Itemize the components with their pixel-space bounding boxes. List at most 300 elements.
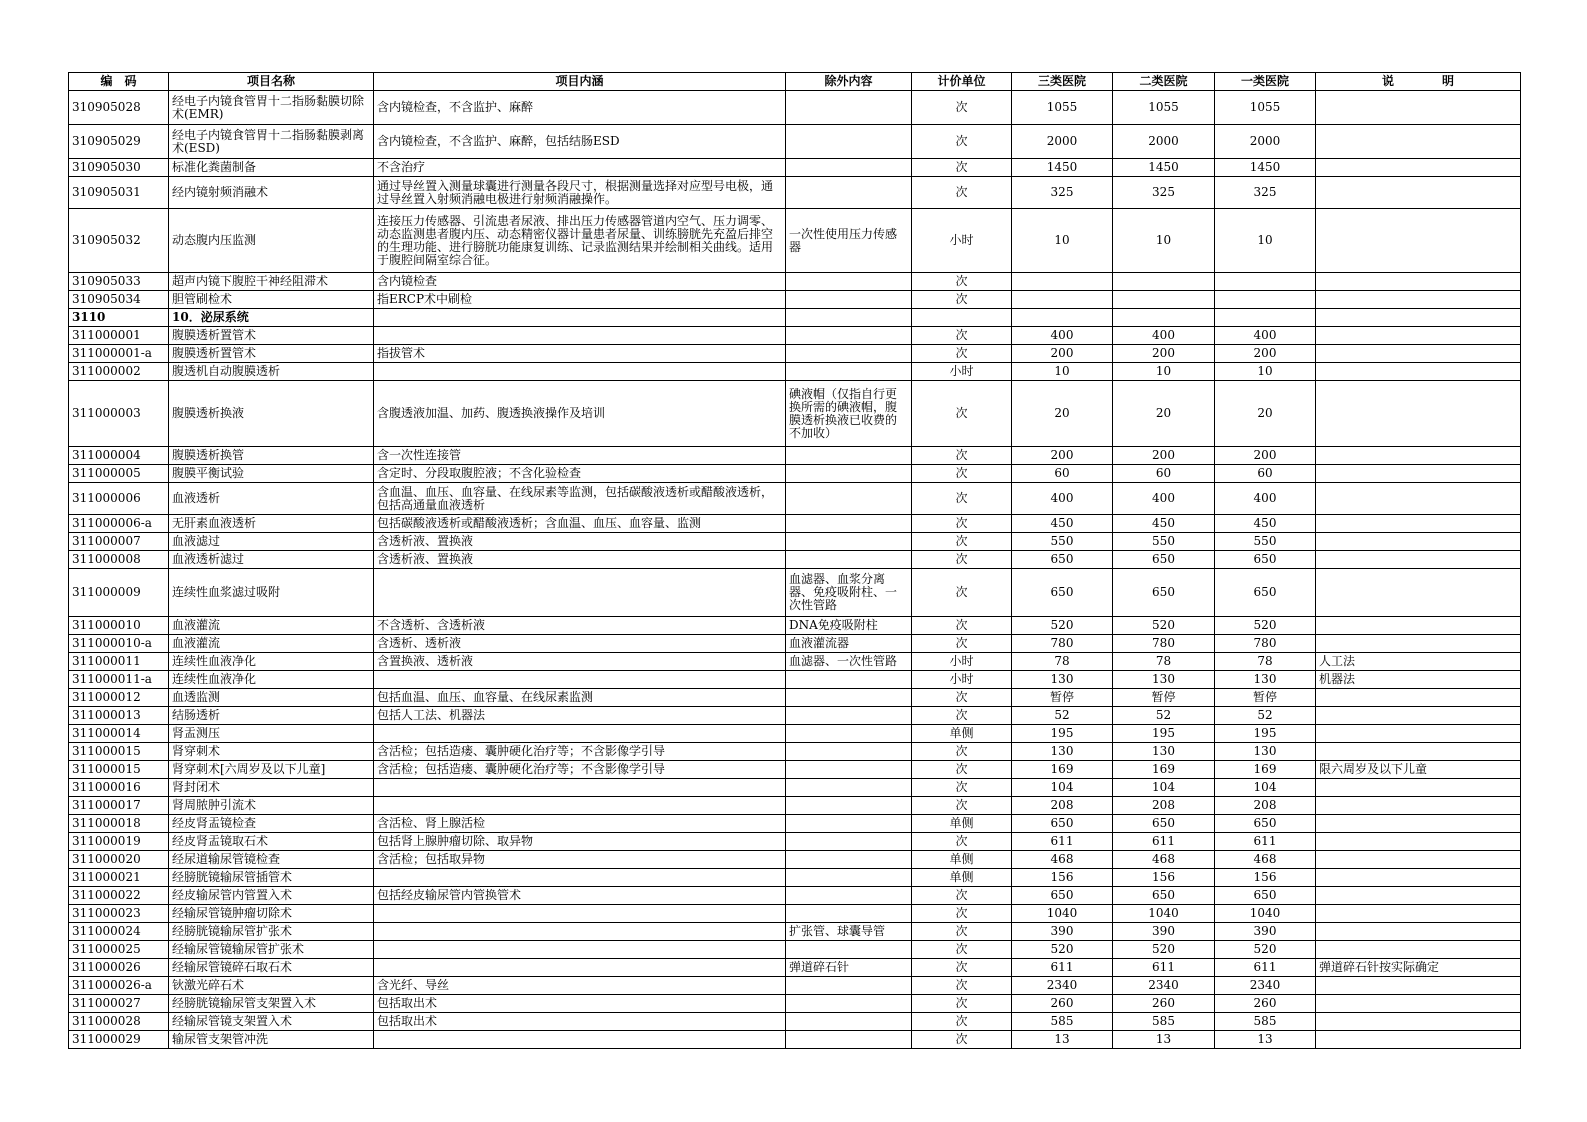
cell-code: 311000024 bbox=[69, 923, 169, 941]
cell-unit: 次 bbox=[912, 977, 1012, 995]
cell-exclusions bbox=[786, 1031, 912, 1049]
cell-content bbox=[374, 941, 786, 959]
cell-price-class1: 130 bbox=[1215, 671, 1316, 689]
cell-code: 310905030 bbox=[69, 159, 169, 177]
cell-price-class3: 260 bbox=[1012, 995, 1113, 1013]
cell-price-class1: 520 bbox=[1215, 617, 1316, 635]
cell-code: 311000006 bbox=[69, 483, 169, 515]
cell-price-class1: 1055 bbox=[1215, 91, 1316, 125]
cell-code: 311000015 bbox=[69, 761, 169, 779]
cell-exclusions bbox=[786, 1013, 912, 1031]
cell-exclusions bbox=[786, 743, 912, 761]
cell-note bbox=[1316, 977, 1521, 995]
cell-price-class2: 200 bbox=[1113, 447, 1215, 465]
cell-price-class2: 2000 bbox=[1113, 125, 1215, 159]
cell-note bbox=[1316, 725, 1521, 743]
cell-note bbox=[1316, 905, 1521, 923]
table-row bbox=[69, 91, 1521, 125]
cell-code: 311000001 bbox=[69, 327, 169, 345]
cell-note bbox=[1316, 689, 1521, 707]
cell-name: 连续性血液净化 bbox=[169, 671, 374, 689]
cell-price-class3: 130 bbox=[1012, 743, 1113, 761]
cell-price-class1: 650 bbox=[1215, 569, 1316, 617]
cell-price-class3: 400 bbox=[1012, 483, 1113, 515]
cell-code: 310905029 bbox=[69, 125, 169, 159]
cell-content: 含定时、分段取腹腔液；不含化验检查 bbox=[374, 465, 786, 483]
cell-price-class3: 468 bbox=[1012, 851, 1113, 869]
cell-price-class2: 1055 bbox=[1113, 91, 1215, 125]
table-row bbox=[69, 159, 1521, 177]
cell-content: 含腹透液加温、加药、腹透换液操作及培训 bbox=[374, 381, 786, 447]
cell-unit: 次 bbox=[912, 905, 1012, 923]
cell-code: 311000016 bbox=[69, 779, 169, 797]
cell-price-class3: 611 bbox=[1012, 833, 1113, 851]
header-exclusions: 除外内容 bbox=[786, 73, 912, 91]
cell-exclusions bbox=[786, 833, 912, 851]
cell-exclusions: 血滤器、血浆分离器、免疫吸附柱、一次性管路 bbox=[786, 569, 912, 617]
cell-price-class2 bbox=[1113, 273, 1215, 291]
cell-price-class2 bbox=[1113, 309, 1215, 327]
cell-price-class1: 650 bbox=[1215, 887, 1316, 905]
cell-content: 包括取出术 bbox=[374, 995, 786, 1013]
cell-name: 经皮输尿管内管置入术 bbox=[169, 887, 374, 905]
cell-code: 311000008 bbox=[69, 551, 169, 569]
cell-exclusions bbox=[786, 159, 912, 177]
table-row bbox=[69, 533, 1521, 551]
cell-price-class3: 2000 bbox=[1012, 125, 1113, 159]
cell-unit: 次 bbox=[912, 689, 1012, 707]
table-row bbox=[69, 327, 1521, 345]
cell-price-class1: 390 bbox=[1215, 923, 1316, 941]
cell-price-class2: 520 bbox=[1113, 941, 1215, 959]
cell-name: 经尿道输尿管镜检查 bbox=[169, 851, 374, 869]
table-row bbox=[69, 483, 1521, 515]
cell-content bbox=[374, 869, 786, 887]
cell-content: 含光纤、导丝 bbox=[374, 977, 786, 995]
cell-note bbox=[1316, 465, 1521, 483]
cell-name: 标准化粪菌制备 bbox=[169, 159, 374, 177]
cell-price-class3: 200 bbox=[1012, 447, 1113, 465]
cell-content: 含透析、透析液 bbox=[374, 635, 786, 653]
cell-code: 311000028 bbox=[69, 1013, 169, 1031]
cell-price-class1: 450 bbox=[1215, 515, 1316, 533]
cell-price-class2: 450 bbox=[1113, 515, 1215, 533]
table-row bbox=[69, 743, 1521, 761]
header-price-class2: 二类医院 bbox=[1113, 73, 1215, 91]
cell-unit: 次 bbox=[912, 447, 1012, 465]
cell-content bbox=[374, 671, 786, 689]
cell-exclusions bbox=[786, 869, 912, 887]
cell-unit: 次 bbox=[912, 1013, 1012, 1031]
cell-note bbox=[1316, 995, 1521, 1013]
cell-price-class3: 550 bbox=[1012, 533, 1113, 551]
cell-price-class1: 585 bbox=[1215, 1013, 1316, 1031]
table-row bbox=[69, 995, 1521, 1013]
cell-code: 311000012 bbox=[69, 689, 169, 707]
table-row bbox=[69, 551, 1521, 569]
cell-content: 不含透析、含透析液 bbox=[374, 617, 786, 635]
cell-price-class3: 1055 bbox=[1012, 91, 1113, 125]
cell-content: 指ERCP术中刷检 bbox=[374, 291, 786, 309]
table-row bbox=[69, 209, 1521, 273]
cell-price-class3: 169 bbox=[1012, 761, 1113, 779]
table-row bbox=[69, 447, 1521, 465]
cell-price-class3: 390 bbox=[1012, 923, 1113, 941]
cell-price-class1: 520 bbox=[1215, 941, 1316, 959]
cell-exclusions bbox=[786, 689, 912, 707]
cell-name: 动态腹内压监测 bbox=[169, 209, 374, 273]
cell-exclusions bbox=[786, 977, 912, 995]
cell-unit: 次 bbox=[912, 515, 1012, 533]
cell-price-class3: 2340 bbox=[1012, 977, 1113, 995]
cell-price-class2 bbox=[1113, 291, 1215, 309]
cell-price-class3: 130 bbox=[1012, 671, 1113, 689]
price-table bbox=[68, 72, 1521, 1049]
cell-note bbox=[1316, 1013, 1521, 1031]
cell-code: 311000018 bbox=[69, 815, 169, 833]
cell-note bbox=[1316, 743, 1521, 761]
cell-unit: 次 bbox=[912, 91, 1012, 125]
cell-exclusions bbox=[786, 447, 912, 465]
cell-unit: 次 bbox=[912, 617, 1012, 635]
cell-note bbox=[1316, 815, 1521, 833]
cell-price-class2: 780 bbox=[1113, 635, 1215, 653]
cell-price-class2: 195 bbox=[1113, 725, 1215, 743]
header-code: 编 码 bbox=[69, 73, 169, 91]
cell-exclusions bbox=[786, 671, 912, 689]
table-row bbox=[69, 1031, 1521, 1049]
cell-unit: 次 bbox=[912, 995, 1012, 1013]
table-row bbox=[69, 465, 1521, 483]
cell-price-class1: 169 bbox=[1215, 761, 1316, 779]
cell-content bbox=[374, 959, 786, 977]
cell-name: 10．泌尿系统 bbox=[169, 309, 374, 327]
cell-note bbox=[1316, 707, 1521, 725]
cell-name: 血透监测 bbox=[169, 689, 374, 707]
cell-price-class2: 400 bbox=[1113, 327, 1215, 345]
cell-price-class2: 550 bbox=[1113, 533, 1215, 551]
cell-exclusions bbox=[786, 363, 912, 381]
cell-price-class2: 400 bbox=[1113, 483, 1215, 515]
cell-code: 311000002 bbox=[69, 363, 169, 381]
cell-price-class3: 13 bbox=[1012, 1031, 1113, 1049]
cell-content: 含内镜检查 bbox=[374, 273, 786, 291]
cell-code: 310905032 bbox=[69, 209, 169, 273]
cell-note bbox=[1316, 345, 1521, 363]
cell-exclusions bbox=[786, 291, 912, 309]
cell-price-class3: 52 bbox=[1012, 707, 1113, 725]
cell-price-class3 bbox=[1012, 309, 1113, 327]
cell-name: 经输尿管镜支架置入术 bbox=[169, 1013, 374, 1031]
cell-code: 311000009 bbox=[69, 569, 169, 617]
cell-price-class1: 468 bbox=[1215, 851, 1316, 869]
cell-price-class2: 78 bbox=[1113, 653, 1215, 671]
cell-unit: 次 bbox=[912, 177, 1012, 209]
cell-unit: 次 bbox=[912, 273, 1012, 291]
cell-unit: 次 bbox=[912, 125, 1012, 159]
cell-unit: 次 bbox=[912, 381, 1012, 447]
cell-price-class2: 650 bbox=[1113, 887, 1215, 905]
cell-price-class2: 1450 bbox=[1113, 159, 1215, 177]
cell-unit: 次 bbox=[912, 923, 1012, 941]
table-row bbox=[69, 851, 1521, 869]
cell-content: 指拔管术 bbox=[374, 345, 786, 363]
table-row bbox=[69, 977, 1521, 995]
cell-unit: 次 bbox=[912, 551, 1012, 569]
cell-price-class2: 650 bbox=[1113, 815, 1215, 833]
cell-note bbox=[1316, 869, 1521, 887]
cell-name: 经输尿管镜肿瘤切除术 bbox=[169, 905, 374, 923]
cell-content: 含透析液、置换液 bbox=[374, 533, 786, 551]
cell-unit: 次 bbox=[912, 707, 1012, 725]
cell-exclusions bbox=[786, 551, 912, 569]
cell-price-class2: 169 bbox=[1113, 761, 1215, 779]
cell-price-class2: 13 bbox=[1113, 1031, 1215, 1049]
cell-note bbox=[1316, 533, 1521, 551]
cell-exclusions: 弹道碎石针 bbox=[786, 959, 912, 977]
cell-exclusions bbox=[786, 887, 912, 905]
cell-name: 经电子内镜食管胃十二指肠黏膜切除术(EMR) bbox=[169, 91, 374, 125]
cell-price-class1: 10 bbox=[1215, 209, 1316, 273]
cell-exclusions: 血滤器、一次性管路 bbox=[786, 653, 912, 671]
cell-price-class3: 60 bbox=[1012, 465, 1113, 483]
cell-price-class3 bbox=[1012, 273, 1113, 291]
cell-content: 含活检；包括造瘘、囊肿硬化治疗等；不含影像学引导 bbox=[374, 761, 786, 779]
cell-name: 经膀胱镜输尿管扩张术 bbox=[169, 923, 374, 941]
cell-price-class1 bbox=[1215, 273, 1316, 291]
cell-price-class1: 325 bbox=[1215, 177, 1316, 209]
cell-code: 311000026-a bbox=[69, 977, 169, 995]
cell-exclusions: 一次性使用压力传感器 bbox=[786, 209, 912, 273]
cell-price-class1: 195 bbox=[1215, 725, 1316, 743]
cell-note bbox=[1316, 309, 1521, 327]
cell-code: 311000029 bbox=[69, 1031, 169, 1049]
cell-name: 腹膜平衡试验 bbox=[169, 465, 374, 483]
cell-unit: 次 bbox=[912, 345, 1012, 363]
cell-price-class2: 208 bbox=[1113, 797, 1215, 815]
cell-content bbox=[374, 905, 786, 923]
cell-price-class2: 390 bbox=[1113, 923, 1215, 941]
cell-note bbox=[1316, 91, 1521, 125]
cell-price-class2: 650 bbox=[1113, 569, 1215, 617]
cell-price-class2: 60 bbox=[1113, 465, 1215, 483]
cell-exclusions bbox=[786, 125, 912, 159]
cell-price-class2: 1040 bbox=[1113, 905, 1215, 923]
cell-name: 腹膜透析换管 bbox=[169, 447, 374, 465]
cell-price-class1: 暂停 bbox=[1215, 689, 1316, 707]
cell-exclusions bbox=[786, 309, 912, 327]
cell-note bbox=[1316, 941, 1521, 959]
header-unit: 计价单位 bbox=[912, 73, 1012, 91]
table-row bbox=[69, 617, 1521, 635]
cell-note bbox=[1316, 327, 1521, 345]
cell-name: 无肝素血液透析 bbox=[169, 515, 374, 533]
cell-code: 310905033 bbox=[69, 273, 169, 291]
cell-name: 血液灌流 bbox=[169, 617, 374, 635]
cell-price-class2: 10 bbox=[1113, 363, 1215, 381]
table-row bbox=[69, 869, 1521, 887]
cell-name: 腹膜透析置管术 bbox=[169, 327, 374, 345]
cell-note bbox=[1316, 551, 1521, 569]
table-row bbox=[69, 779, 1521, 797]
cell-exclusions bbox=[786, 905, 912, 923]
cell-name: 血液滤过 bbox=[169, 533, 374, 551]
header-content: 项目内涵 bbox=[374, 73, 786, 91]
cell-exclusions: 扩张管、球囊导管 bbox=[786, 923, 912, 941]
table-row bbox=[69, 905, 1521, 923]
cell-content: 通过导丝置入测量球囊进行测量各段尺寸，根据测量选择对应型号电极，通过导丝置入射频消融电极进行射频消融操作。 bbox=[374, 177, 786, 209]
cell-price-class3: 195 bbox=[1012, 725, 1113, 743]
cell-content: 含血温、血压、血容量、在线尿素等监测，包括碳酸液透析或醋酸液透析，包括高通量血液透析 bbox=[374, 483, 786, 515]
cell-price-class1: 2340 bbox=[1215, 977, 1316, 995]
cell-code: 311000007 bbox=[69, 533, 169, 551]
table-row bbox=[69, 381, 1521, 447]
cell-name: 腹透机自动腹膜透析 bbox=[169, 363, 374, 381]
cell-code: 311000004 bbox=[69, 447, 169, 465]
cell-name: 肾周脓肿引流术 bbox=[169, 797, 374, 815]
cell-price-class3: 650 bbox=[1012, 569, 1113, 617]
cell-price-class2: 130 bbox=[1113, 743, 1215, 761]
cell-note bbox=[1316, 483, 1521, 515]
cell-price-class2: 325 bbox=[1113, 177, 1215, 209]
cell-content bbox=[374, 327, 786, 345]
cell-name: 超声内镜下腹腔干神经阻滞术 bbox=[169, 273, 374, 291]
table-row bbox=[69, 671, 1521, 689]
cell-price-class1: 550 bbox=[1215, 533, 1316, 551]
table-row bbox=[69, 761, 1521, 779]
table-row bbox=[69, 725, 1521, 743]
table-row bbox=[69, 125, 1521, 159]
cell-exclusions bbox=[786, 465, 912, 483]
cell-price-class1: 2000 bbox=[1215, 125, 1316, 159]
cell-note bbox=[1316, 617, 1521, 635]
cell-name: 经膀胱镜输尿管支架置入术 bbox=[169, 995, 374, 1013]
cell-price-class1: 260 bbox=[1215, 995, 1316, 1013]
cell-price-class1: 20 bbox=[1215, 381, 1316, 447]
cell-code: 311000003 bbox=[69, 381, 169, 447]
table-row bbox=[69, 833, 1521, 851]
cell-exclusions: 碘液帽（仅指自行更换所需的碘液帽，腹膜透析换液已收费的不加收） bbox=[786, 381, 912, 447]
cell-content: 含内镜检查，不含监护、麻醉，包括结肠ESD bbox=[374, 125, 786, 159]
cell-price-class3: 611 bbox=[1012, 959, 1113, 977]
cell-price-class3: 10 bbox=[1012, 363, 1113, 381]
cell-content: 包括血温、血压、血容量、在线尿素监测 bbox=[374, 689, 786, 707]
cell-unit: 小时 bbox=[912, 653, 1012, 671]
table-row bbox=[69, 569, 1521, 617]
cell-code: 311000005 bbox=[69, 465, 169, 483]
cell-price-class1: 400 bbox=[1215, 483, 1316, 515]
cell-unit: 次 bbox=[912, 483, 1012, 515]
cell-unit: 次 bbox=[912, 743, 1012, 761]
cell-name: 血液透析 bbox=[169, 483, 374, 515]
cell-content: 包括经皮输尿管内管换管术 bbox=[374, 887, 786, 905]
cell-price-class1: 78 bbox=[1215, 653, 1316, 671]
cell-price-class3: 10 bbox=[1012, 209, 1113, 273]
cell-note bbox=[1316, 797, 1521, 815]
cell-name: 腹膜透析换液 bbox=[169, 381, 374, 447]
cell-unit: 单侧 bbox=[912, 851, 1012, 869]
cell-content bbox=[374, 309, 786, 327]
cell-exclusions bbox=[786, 345, 912, 363]
cell-price-class3 bbox=[1012, 291, 1113, 309]
cell-price-class1: 208 bbox=[1215, 797, 1316, 815]
cell-content: 包括肾上腺肿瘤切除、取异物 bbox=[374, 833, 786, 851]
cell-price-class2: 2340 bbox=[1113, 977, 1215, 995]
cell-price-class1: 650 bbox=[1215, 551, 1316, 569]
cell-unit: 小时 bbox=[912, 363, 1012, 381]
cell-exclusions bbox=[786, 995, 912, 1013]
cell-name: 血液灌流 bbox=[169, 635, 374, 653]
cell-note: 机器法 bbox=[1316, 671, 1521, 689]
cell-content bbox=[374, 1031, 786, 1049]
cell-unit: 次 bbox=[912, 635, 1012, 653]
header-name: 项目名称 bbox=[169, 73, 374, 91]
cell-price-class3: 78 bbox=[1012, 653, 1113, 671]
cell-unit: 次 bbox=[912, 1031, 1012, 1049]
cell-content: 含内镜检查，不含监护、麻醉 bbox=[374, 91, 786, 125]
table-row bbox=[69, 923, 1521, 941]
table-row bbox=[69, 363, 1521, 381]
cell-price-class2: 104 bbox=[1113, 779, 1215, 797]
cell-note bbox=[1316, 635, 1521, 653]
cell-price-class2: 585 bbox=[1113, 1013, 1215, 1031]
cell-note bbox=[1316, 125, 1521, 159]
cell-exclusions bbox=[786, 515, 912, 533]
cell-price-class1: 400 bbox=[1215, 327, 1316, 345]
cell-exclusions bbox=[786, 483, 912, 515]
table-row bbox=[69, 635, 1521, 653]
cell-code: 311000022 bbox=[69, 887, 169, 905]
table-row bbox=[69, 177, 1521, 209]
cell-price-class2: 暂停 bbox=[1113, 689, 1215, 707]
cell-unit: 次 bbox=[912, 779, 1012, 797]
cell-name: 肾盂测压 bbox=[169, 725, 374, 743]
cell-name: 肾穿刺术[六周岁及以下儿童] bbox=[169, 761, 374, 779]
cell-code: 311000025 bbox=[69, 941, 169, 959]
cell-price-class1: 611 bbox=[1215, 833, 1316, 851]
cell-code: 311000010 bbox=[69, 617, 169, 635]
cell-note bbox=[1316, 779, 1521, 797]
cell-price-class1: 1040 bbox=[1215, 905, 1316, 923]
cell-price-class2: 130 bbox=[1113, 671, 1215, 689]
cell-note bbox=[1316, 833, 1521, 851]
cell-unit: 次 bbox=[912, 761, 1012, 779]
cell-name: 经输尿管镜碎石取石术 bbox=[169, 959, 374, 977]
cell-unit: 次 bbox=[912, 465, 1012, 483]
table-row bbox=[69, 707, 1521, 725]
cell-price-class2: 52 bbox=[1113, 707, 1215, 725]
cell-unit: 次 bbox=[912, 941, 1012, 959]
cell-name: 胆管刷检术 bbox=[169, 291, 374, 309]
cell-unit: 单侧 bbox=[912, 725, 1012, 743]
cell-name: 经膀胱镜输尿管插管术 bbox=[169, 869, 374, 887]
cell-unit: 小时 bbox=[912, 209, 1012, 273]
cell-price-class3: 780 bbox=[1012, 635, 1113, 653]
cell-name: 经输尿管镜输尿管扩张术 bbox=[169, 941, 374, 959]
cell-note bbox=[1316, 447, 1521, 465]
cell-price-class3: 暂停 bbox=[1012, 689, 1113, 707]
cell-unit: 次 bbox=[912, 569, 1012, 617]
cell-price-class1 bbox=[1215, 291, 1316, 309]
table-row bbox=[69, 515, 1521, 533]
cell-price-class3: 20 bbox=[1012, 381, 1113, 447]
cell-content bbox=[374, 569, 786, 617]
cell-exclusions bbox=[786, 779, 912, 797]
cell-note bbox=[1316, 1031, 1521, 1049]
cell-content: 含活检；包括取异物 bbox=[374, 851, 786, 869]
cell-note bbox=[1316, 851, 1521, 869]
cell-code: 310905031 bbox=[69, 177, 169, 209]
